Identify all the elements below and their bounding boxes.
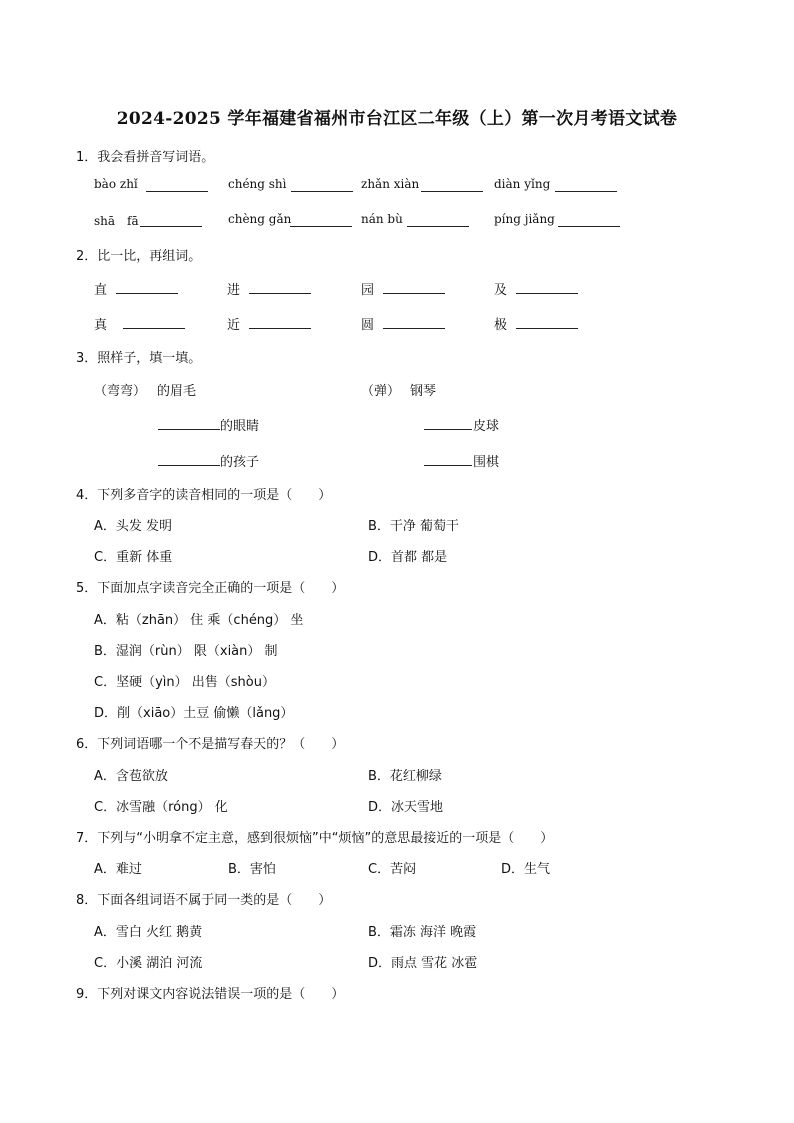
option-b[interactable]: B．害怕 — [228, 862, 276, 877]
option-c[interactable]: C．苦闷 — [368, 862, 417, 877]
option-c[interactable]: C．冰雪融（róng） 化 — [94, 800, 228, 815]
answer-blank[interactable] — [383, 328, 445, 329]
q4-stem: 4．下列多音字的读音相同的一项是（ ） — [76, 488, 332, 503]
option-b[interactable]: B．干净 葡萄干 — [368, 519, 460, 534]
q3-fill-row-1 — [0, 415, 794, 435]
q5-stem: 5．下面加点字读音完全正确的一项是（ ） — [76, 581, 345, 596]
pinyin-prompt: chéng shì — [228, 177, 287, 191]
pinyin-prompt: nán bù — [361, 212, 403, 226]
q6-stem: 6．下列词语哪一个不是描写春天的？（ ） — [76, 737, 345, 752]
option-a[interactable]: A．粘（zhān） 住 乘（chéng） 坐 — [94, 613, 304, 628]
fill-phrase: 的孩子 — [220, 455, 260, 470]
answer-blank[interactable] — [140, 226, 202, 227]
q7-stem: 7．下列与“小明拿不定主意，感到很烦恼”中“烦恼”的意思最接近的一项是（ ） — [76, 831, 554, 846]
q2-row-2 — [0, 314, 794, 334]
answer-blank[interactable] — [424, 429, 472, 430]
answer-blank[interactable] — [516, 293, 578, 294]
pinyin-prompt: diàn yǐng — [494, 177, 551, 191]
q3-fill-row-2 — [0, 451, 794, 471]
option-d[interactable]: D．雨点 雪花 冰雹 — [368, 956, 478, 971]
option-d[interactable]: D．生气 — [501, 862, 551, 877]
answer-blank[interactable] — [146, 191, 208, 192]
answer-blank[interactable] — [421, 191, 483, 192]
compare-char: 园 — [361, 283, 375, 298]
answer-blank[interactable] — [290, 226, 352, 227]
example-phrase: 的眉毛 — [157, 384, 197, 399]
answer-blank[interactable] — [555, 191, 617, 192]
compare-char: 直 — [94, 283, 108, 298]
compare-char: 及 — [494, 283, 508, 298]
example-word: （弯弯） — [94, 384, 147, 399]
answer-blank[interactable] — [424, 465, 472, 466]
page-title: 2024-2025 学年福建省福州市台江区二年级（上）第一次月考语文试卷 — [116, 109, 678, 129]
answer-blank[interactable] — [558, 226, 620, 227]
option-d[interactable]: D．冰天雪地 — [368, 800, 444, 815]
q2-row-1 — [0, 279, 794, 299]
pinyin-prompt: bào zhǐ — [94, 177, 138, 191]
q9-stem: 9．下列对课文内容说法错误一项的是（ ） — [76, 987, 345, 1002]
pinyin-prompt: shā fā — [94, 214, 139, 228]
fill-phrase: 的眼睛 — [220, 419, 260, 434]
pinyin-prompt: píng jiǎng — [494, 212, 555, 226]
answer-blank[interactable] — [123, 328, 185, 329]
q3-example-row — [0, 380, 794, 400]
option-c[interactable]: C．小溪 湖泊 河流 — [94, 956, 203, 971]
option-a[interactable]: A．难过 — [94, 862, 142, 877]
q1-row-1 — [0, 177, 794, 197]
option-b[interactable]: B．霜冻 海洋 晚霞 — [368, 925, 477, 940]
answer-blank[interactable] — [249, 293, 311, 294]
option-d[interactable]: D．首都 都是 — [368, 550, 448, 565]
option-d[interactable]: D．削（xiāo）土豆 偷懒（lǎng） — [94, 706, 294, 721]
option-a[interactable]: A．含苞欲放 — [94, 769, 168, 784]
answer-blank[interactable] — [116, 293, 178, 294]
compare-char: 进 — [227, 283, 241, 298]
compare-char: 近 — [227, 318, 241, 333]
answer-blank[interactable] — [407, 226, 469, 227]
compare-char: 真 — [94, 318, 108, 333]
q1-stem: 1．我会看拼音写词语。 — [76, 150, 215, 165]
pinyin-prompt: zhǎn xiàn — [361, 177, 420, 191]
q8-stem: 8．下面各组词语不属于同一类的是（ ） — [76, 893, 332, 908]
answer-blank[interactable] — [291, 191, 353, 192]
answer-blank[interactable] — [249, 328, 311, 329]
fill-phrase: 皮球 — [473, 419, 500, 434]
fill-phrase: 围棋 — [473, 455, 500, 470]
pinyin-prompt: chèng gǎn — [228, 212, 292, 226]
example-phrase: 钢琴 — [410, 384, 437, 399]
answer-blank[interactable] — [383, 293, 445, 294]
option-a[interactable]: A．雪白 火红 鹅黄 — [94, 925, 203, 940]
answer-blank[interactable] — [158, 429, 220, 430]
q1-row-2 — [0, 212, 794, 232]
q3-stem: 3．照样子，填一填。 — [76, 351, 202, 366]
option-b[interactable]: B．花红柳绿 — [368, 769, 442, 784]
compare-char: 极 — [494, 318, 508, 333]
answer-blank[interactable] — [516, 328, 578, 329]
option-a[interactable]: A．头发 发明 — [94, 519, 173, 534]
option-b[interactable]: B．湿润（rùn） 限（xiàn） 制 — [94, 644, 278, 659]
q2-stem: 2．比一比，再组词。 — [76, 249, 202, 264]
answer-blank[interactable] — [158, 465, 220, 466]
example-word: （弹） — [361, 384, 401, 399]
option-c[interactable]: C．坚硬（yìn） 出售（shòu） — [94, 675, 275, 690]
option-c[interactable]: C．重新 体重 — [94, 550, 173, 565]
compare-char: 圆 — [361, 318, 375, 333]
